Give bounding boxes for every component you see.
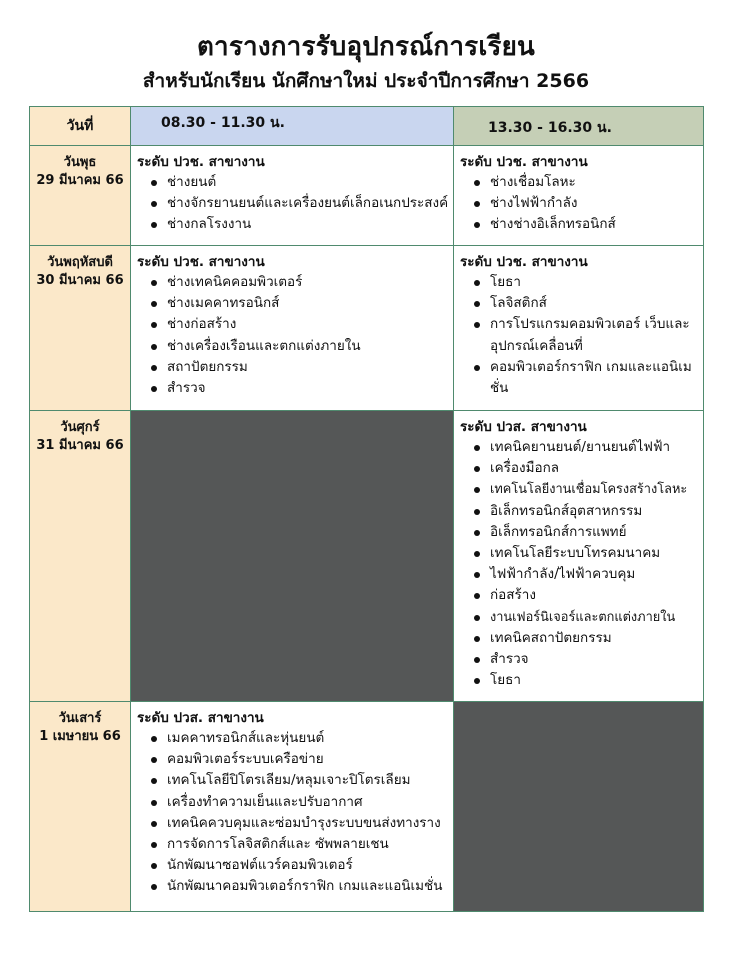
- program-list: [460, 172, 697, 236]
- list-item: การจัดการโลจิสติกส์และ ซัพพลายเชน: [167, 834, 447, 855]
- list-item: เมคคาทรอนิกส์และหุ่นยนต์: [167, 728, 447, 749]
- day-date: 1 เมษายน 66: [39, 729, 121, 744]
- day-date: 30 มีนาคม 66: [36, 273, 124, 288]
- day-cell: [30, 411, 131, 702]
- header-afternoon-label: 13.30 - 16.30 น.: [488, 120, 612, 136]
- day-date: 29 มีนาคม 66: [36, 173, 124, 188]
- header-row: [30, 107, 704, 146]
- day-date: 31 มีนาคม 66: [36, 438, 124, 453]
- list-item: ช่างจักรยานยนต์และเครื่องยนต์เล็กอเนกประสงค์: [167, 193, 447, 214]
- list-item: ช่างเชื่อมโลหะ: [490, 172, 697, 193]
- program-list: [137, 172, 447, 236]
- morning-cell: [131, 146, 454, 246]
- program-list: [137, 272, 447, 399]
- list-item: งานเฟอร์นิเจอร์และตกแต่งภายใน: [490, 607, 697, 628]
- list-item: สถาปัตยกรรม: [167, 357, 447, 378]
- day-name: วันพุธ: [63, 155, 97, 170]
- list-item: ก่อสร้าง: [490, 585, 697, 606]
- list-item: ไฟฟ้ากำลัง/ไฟฟ้าควบคุม: [490, 564, 697, 585]
- day-cell: [30, 246, 131, 411]
- afternoon-cell: [454, 146, 704, 246]
- day-cell: [30, 702, 131, 912]
- list-item: เทคนิคยานยนต์/ยานยนต์ไฟฟ้า: [490, 437, 697, 458]
- day-name: วันเสาร์: [58, 711, 102, 726]
- morning-cell: [131, 246, 454, 411]
- list-item: เครื่องมือกล: [490, 458, 697, 479]
- header-afternoon: [454, 107, 704, 146]
- program-list: [460, 272, 697, 399]
- program-list: [460, 437, 697, 691]
- list-item: ช่างเครื่องเรือนและตกแต่งภายใน: [167, 336, 447, 357]
- level-label: ระดับ ปวช. สาขางาน: [137, 154, 265, 170]
- list-item: นักพัฒนาคอมพิวเตอร์กราฟิก เกมและแอนิเมชั่น: [167, 876, 447, 897]
- schedule-table: [29, 106, 704, 912]
- list-item: สำรวจ: [167, 378, 447, 399]
- unavailable-cell: [454, 702, 704, 912]
- day-name: วันศุกร์: [60, 420, 100, 435]
- list-item: ช่างก่อสร้าง: [167, 314, 447, 335]
- list-item: ช่างช่างอิเล็กทรอนิกส์: [490, 214, 697, 235]
- list-item: ช่างยนต์: [167, 172, 447, 193]
- level-label: ระดับ ปวช. สาขางาน: [460, 154, 588, 170]
- list-item: เทคนิคควบคุมและซ่อมบำรุงระบบขนส่งทางราง: [167, 813, 447, 834]
- afternoon-cell: [454, 411, 704, 702]
- list-item: เทคนิคสถาปัตยกรรม: [490, 628, 697, 649]
- table-row: [30, 146, 704, 246]
- header-morning-label: 08.30 - 11.30 น.: [161, 115, 285, 131]
- level-label: ระดับ ปวส. สาขางาน: [460, 419, 587, 435]
- level-label: ระดับ ปวช. สาขางาน: [460, 254, 588, 270]
- list-item: การโปรแกรมคอมพิวเตอร์ เว็บและอุปกรณ์เคลื่อนที่: [490, 314, 697, 356]
- list-item: ช่างไฟฟ้ากำลัง: [490, 193, 697, 214]
- list-item: ช่างเทคนิคคอมพิวเตอร์: [167, 272, 447, 293]
- unavailable-cell: [131, 411, 454, 702]
- list-item: เทคโนโลยีงานเชื่อมโครงสร้างโลหะ: [490, 479, 697, 500]
- page-title: ตารางการรับอุปกรณ์การเรียน: [196, 32, 536, 62]
- list-item: โลจิสติกส์: [490, 293, 697, 314]
- level-label: ระดับ ปวส. สาขางาน: [137, 710, 264, 726]
- list-item: อิเล็กทรอนิกส์อุตสาหกรรม: [490, 501, 697, 522]
- header-date: วันที่: [30, 107, 131, 146]
- table-row: [30, 411, 704, 702]
- table-row: [30, 702, 704, 912]
- list-item: นักพัฒนาซอฟต์แวร์คอมพิวเตอร์: [167, 855, 447, 876]
- level-label: ระดับ ปวช. สาขางาน: [137, 254, 265, 270]
- day-name: วันพฤหัสบดี: [47, 255, 113, 270]
- list-item: เครื่องทำความเย็นและปรับอากาศ: [167, 792, 447, 813]
- list-item: ช่างกลโรงงาน: [167, 214, 447, 235]
- morning-cell: [131, 702, 454, 912]
- list-item: โยธา: [490, 272, 697, 293]
- list-item: คอมพิวเตอร์ระบบเครือข่าย: [167, 749, 447, 770]
- list-item: สำรวจ: [490, 649, 697, 670]
- list-item: คอมพิวเตอร์กราฟิก เกมและแอนิเมชั่น: [490, 357, 697, 399]
- list-item: เทคโนโลยีปิโตรเลียม/หลุมเจาะปิโตรเลียม: [167, 770, 447, 791]
- table-row: [30, 246, 704, 411]
- page-subtitle: สำหรับนักเรียน นักศึกษาใหม่ ประจำปีการศึกษา 2566: [142, 70, 590, 92]
- program-list: [137, 728, 447, 898]
- afternoon-cell: [454, 246, 704, 411]
- list-item: เทคโนโลยีระบบโทรคมนาคม: [490, 543, 697, 564]
- list-item: อิเล็กทรอนิกส์การแพทย์: [490, 522, 697, 543]
- header-morning: [131, 107, 454, 146]
- day-cell: [30, 146, 131, 246]
- list-item: ช่างเมคคาทรอนิกส์: [167, 293, 447, 314]
- list-item: โยธา: [490, 670, 697, 691]
